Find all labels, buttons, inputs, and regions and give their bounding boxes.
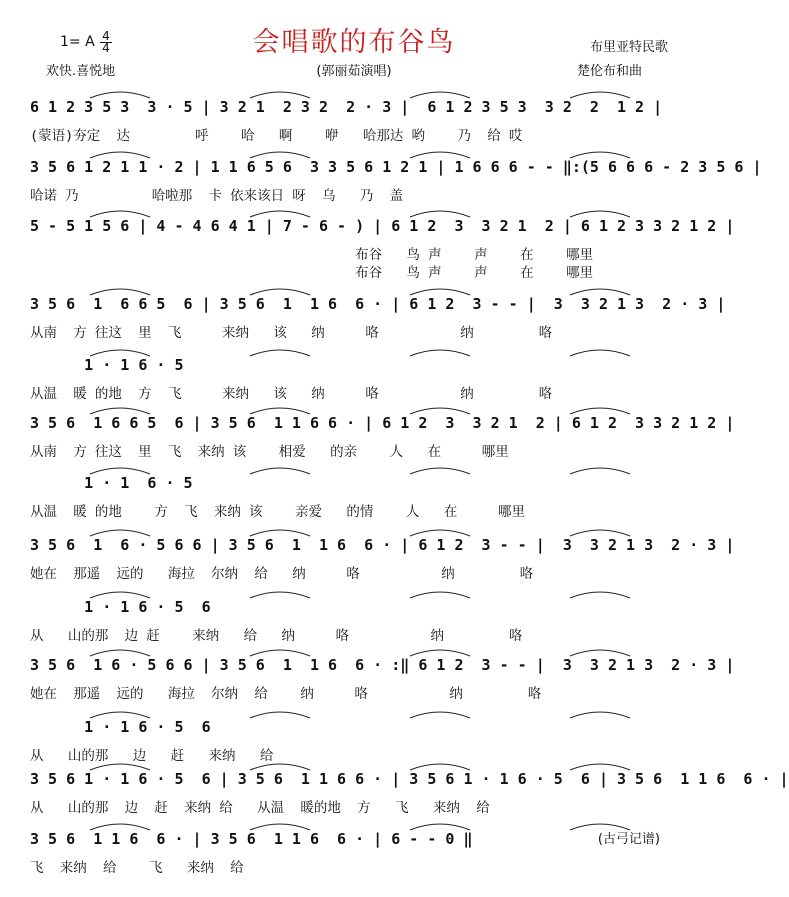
notation-line: 3 5 6 1 6 · 5 6 6 | 3 5 6 1 1 6 6 · | 6 1 2 3 - - | 3 3 2 1 3 2 · 3 | xyxy=(30,536,735,554)
time-signature-bottom: 4 xyxy=(100,42,112,54)
notation-line: 1 · 1 6 · 5 xyxy=(30,356,184,374)
notation-line: 3 5 6 1 6 · 5 6 6 | 3 5 6 1 1 6 6 · :‖ 6 1 2 3 - - | 3 3 2 1 3 2 · 3 | xyxy=(30,656,735,674)
notation-line: 3 5 6 1 6 6 5 6 | 3 5 6 1 1 6 6 · | 6 1 2 3 - - | 3 3 2 1 3 2 · 3 | xyxy=(30,295,726,313)
notation-line: 1 · 1 6 · 5 xyxy=(30,474,193,492)
lyric-line: (蒙语)夯定 达 呼 哈 啊 咿 哈那达 哟 乃 给 哎 xyxy=(30,128,523,144)
lyric-line: 哈诺 乃 哈啦那 卡 依来该日 呀 乌 乃 盖 xyxy=(30,188,404,204)
notation-line: 3 5 6 1 6 6 5 6 | 3 5 6 1 1 6 6 · | 6 1 2 3 3 2 1 2 | 6 1 2 3 3 2 1 2 | xyxy=(30,414,735,432)
notation-line: 3 5 6 1 · 1 6 · 5 6 | 3 5 6 1 1 6 6 · | 3 5 6 1 · 1 6 · 5 6 | 3 5 6 1 1 6 6 · | xyxy=(30,770,789,788)
lyric-line: 从南 方 往这 里 飞 来纳 该 纳 咯 纳 咯 xyxy=(30,325,553,341)
source-credit: 布里亚特民歌 xyxy=(589,40,668,55)
composer-credit: 楚伦布和曲 xyxy=(576,64,642,79)
lyric-line: 布谷 鸟 声 声 在 哪里 xyxy=(30,265,594,281)
notation-credit: (古弓记谱) xyxy=(597,832,660,847)
notation-line: 1 · 1 6 · 5 6 xyxy=(30,598,211,616)
lyric-line: 她在 那遥 远的 海拉 尔纳 给 纳 咯 纳 咯 xyxy=(30,566,534,582)
lyric-line: 从温 暖 的地 方 飞 来纳 该 纳 咯 纳 咯 xyxy=(30,386,553,402)
lyric-line: 从 山的那 边 赶 来纳 给 纳 咯 纳 咯 xyxy=(30,628,523,644)
time-signature xyxy=(100,31,112,54)
lyric-line: 从温 暖 的地 方 飞 来纳 该 亲爱 的情 人 在 哪里 xyxy=(30,504,525,520)
lyric-line: 从南 方 往这 里 飞 来纳 该 相爱 的亲 人 在 哪里 xyxy=(30,444,509,460)
notation-line: 6 1 2 3 5 3 3 · 5 | 3 2 1 2 3 2 2 · 3 | 6 1 2 3 5 3 3 2 2 1 2 | xyxy=(30,98,663,116)
lyric-line: 飞 来纳 给 飞 来纳 给 xyxy=(30,860,244,876)
lyric-line: 布谷 鸟 声 声 在 哪里 xyxy=(30,247,594,263)
notation-line: 1 · 1 6 · 5 6 xyxy=(30,718,211,736)
notation-line: 3 5 6 1 2 1 1 · 2 | 1 1 6 5 6 3 3 5 6 1 2 1 | 1 6 6 6 - - ‖:(5 6 6 6 - 2 3 5 6 | xyxy=(30,158,762,176)
singer-credit: (郭丽茹演唱) xyxy=(316,64,392,79)
lyric-line: 从 山的那 边 赶 来纳 给 xyxy=(30,748,274,764)
song-title: 会唱歌的布谷鸟 xyxy=(252,27,456,58)
notation-line: 3 5 6 1 1 6 6 · | 3 5 6 1 1 6 6 · | 6 - - 0 ‖ xyxy=(30,830,473,848)
lyric-line: 从 山的那 边 赶 来纳 给 从温 暖的地 方 飞 来纳 给 xyxy=(30,800,490,816)
lyric-line: 她在 那遥 远的 海拉 尔纳 给 纳 咯 纳 咯 xyxy=(30,686,542,702)
tempo-marking: 欢快.喜悦地 xyxy=(46,64,116,79)
time-signature-top: 4 xyxy=(102,29,110,43)
notation-line: 5 - 5 1 5 6 | 4 - 4 6 4 1 | 7 - 6 - ) | 6 1 2 3 3 2 1 2 | 6 1 2 3 3 2 1 2 | xyxy=(30,217,735,235)
key-signature: 1= A xyxy=(60,34,95,50)
